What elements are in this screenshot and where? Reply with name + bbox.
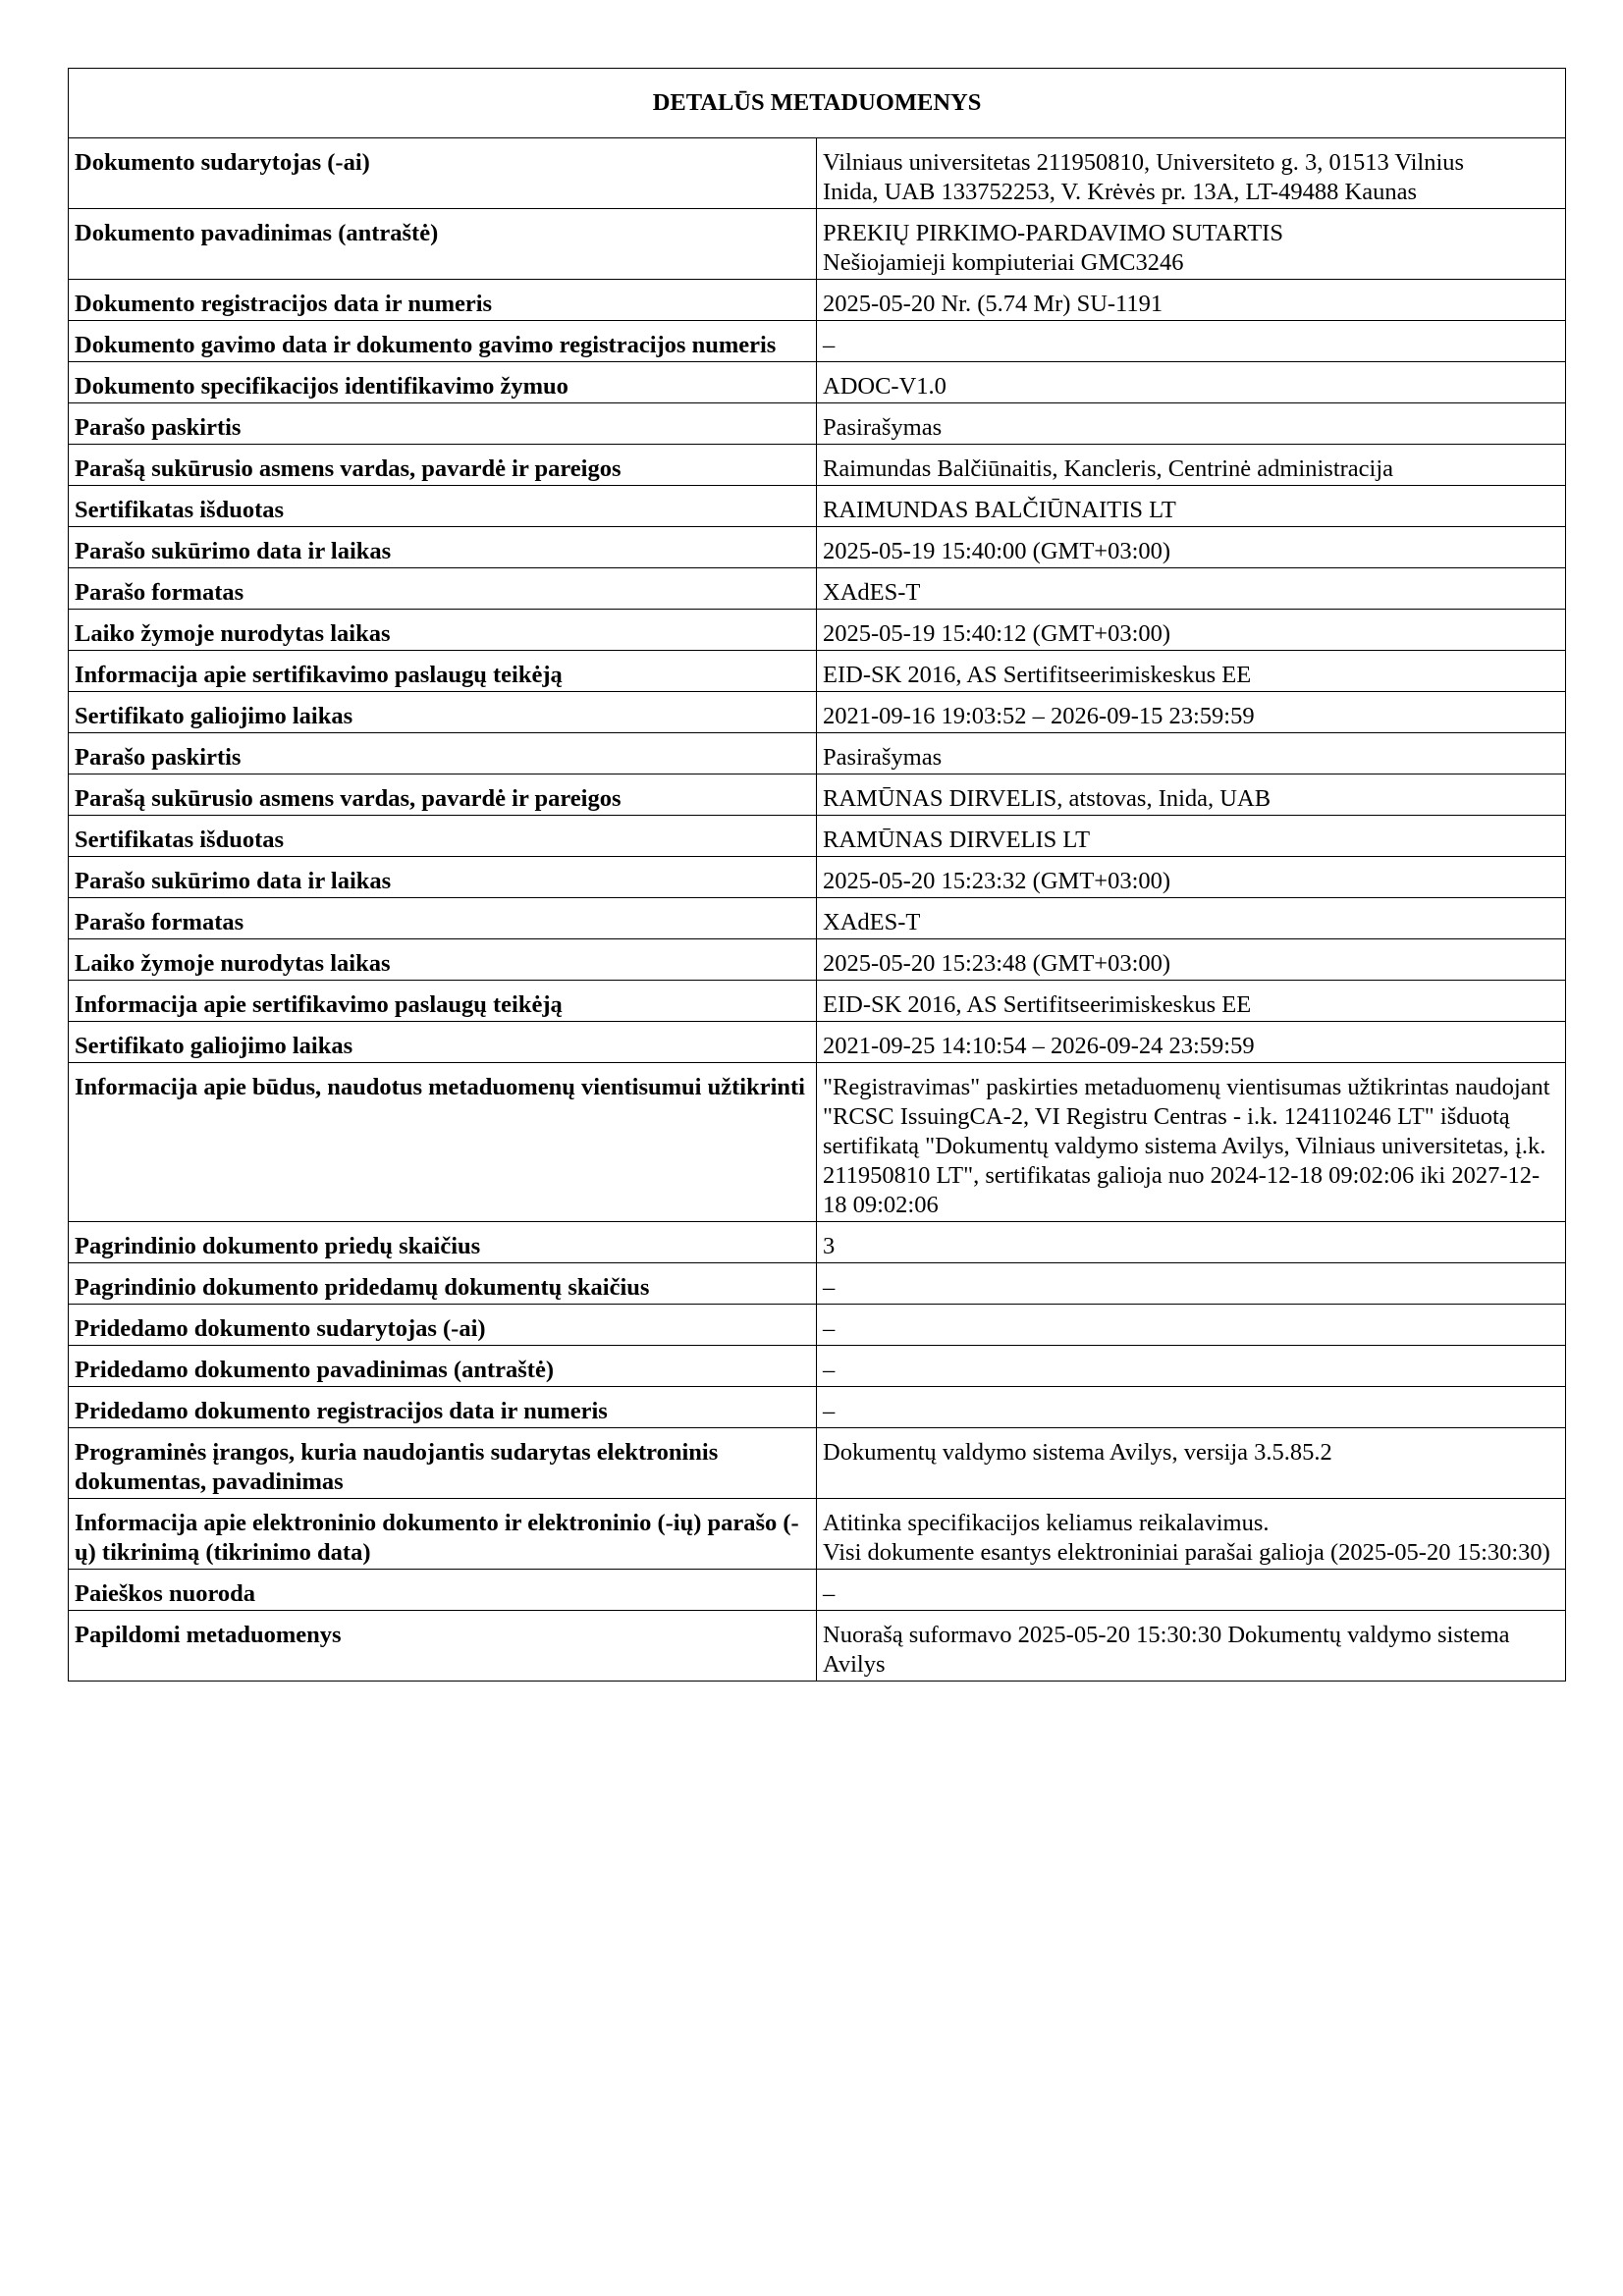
field-label: Programinės įrangos, kuria naudojantis sudarytas elektroninis dokumentas, pavadinimas <box>69 1428 817 1499</box>
table-row <box>69 939 1566 981</box>
field-value-line: Inida, UAB 133752253, V. Krėvės pr. 13A, LT-49488 Kaunas <box>823 179 1417 205</box>
field-label: Laiko žymoje nurodytas laikas <box>69 610 817 651</box>
field-value <box>817 280 1566 321</box>
field-label: Informacija apie būdus, naudotus metaduomenų vientisumui užtikrinti <box>69 1063 817 1222</box>
field-label: Parašo paskirtis <box>69 403 817 445</box>
table-row <box>69 486 1566 527</box>
field-value-line: PREKIŲ PIRKIMO-PARDAVIMO SUTARTIS <box>823 220 1283 246</box>
field-label: Sertifikatas išduotas <box>69 486 817 527</box>
table-row <box>69 1222 1566 1263</box>
field-value-line: RAMŪNAS DIRVELIS, atstovas, Inida, UAB <box>823 785 1271 812</box>
table-row <box>69 651 1566 692</box>
table-row <box>69 1570 1566 1611</box>
field-value-line: Pasirašymas <box>823 414 943 441</box>
field-value-line: Nuorašą suformavo 2025-05-20 15:30:30 Dokumentų valdymo sistema Avilys <box>823 1622 1515 1678</box>
field-value <box>817 1570 1566 1611</box>
table-row <box>69 610 1566 651</box>
table-row <box>69 816 1566 857</box>
table-row <box>69 1346 1566 1387</box>
field-label: Sertifikatas išduotas <box>69 816 817 857</box>
field-value-line: "Registravimas" paskirties metaduomenų vientisumas užtikrintas naudojant "RCSC IssuingCA-2, VI Registru Centras - i.k. 124110246 LT" išduotą sertifikatą "Dokumentų valdymo sistema Avilys, Vilniaus universitetas, į.k. 211950810 LT", sertifikatas galioja nuo 2024-12-18 09:02:06 iki 2027-12-18 09:02:06 <box>823 1074 1556 1218</box>
field-label: Parašo paskirtis <box>69 733 817 774</box>
field-value-line: – <box>823 1274 836 1301</box>
field-value-line: RAIMUNDAS BALČIŪNAITIS LT <box>823 497 1176 523</box>
table-row <box>69 362 1566 403</box>
field-value-line: Nešiojamieji kompiuteriai GMC3246 <box>823 249 1184 276</box>
field-value-line: 2025-05-20 15:23:48 (GMT+03:00) <box>823 950 1171 977</box>
field-value-line: – <box>823 332 836 358</box>
field-label: Dokumento gavimo data ir dokumento gavimo registracijos numeris <box>69 321 817 362</box>
field-label: Parašo formatas <box>69 568 817 610</box>
field-label: Laiko žymoje nurodytas laikas <box>69 939 817 981</box>
field-label: Parašą sukūrusio asmens vardas, pavardė ir pareigos <box>69 445 817 486</box>
field-value <box>817 1263 1566 1305</box>
field-value <box>817 1611 1566 1682</box>
field-value <box>817 1346 1566 1387</box>
field-value-line: 2025-05-20 15:23:32 (GMT+03:00) <box>823 868 1171 894</box>
field-label: Parašo formatas <box>69 898 817 939</box>
field-value <box>817 898 1566 939</box>
field-label: Pagrindinio dokumento pridedamų dokumentų skaičius <box>69 1263 817 1305</box>
table-row <box>69 733 1566 774</box>
metadata-rows <box>69 138 1566 1682</box>
field-label: Parašo sukūrimo data ir laikas <box>69 527 817 568</box>
field-value-line: Vilniaus universitetas 211950810, Universiteto g. 3, 01513 Vilnius <box>823 149 1465 176</box>
field-value <box>817 445 1566 486</box>
table-row <box>69 1611 1566 1682</box>
table-row <box>69 1499 1566 1570</box>
field-label: Parašą sukūrusio asmens vardas, pavardė ir pareigos <box>69 774 817 816</box>
field-label: Pridedamo dokumento sudarytojas (-ai) <box>69 1305 817 1346</box>
field-value <box>817 321 1566 362</box>
field-value <box>817 527 1566 568</box>
field-value-line: Visi dokumente esantys elektroniniai parašai galioja (2025-05-20 15:30:30) <box>823 1539 1550 1566</box>
field-value-line: 2021-09-25 14:10:54 – 2026-09-24 23:59:59 <box>823 1033 1255 1059</box>
field-value-line: – <box>823 1315 836 1342</box>
field-value <box>817 362 1566 403</box>
table-row <box>69 403 1566 445</box>
table-row <box>69 774 1566 816</box>
field-value-line: – <box>823 1357 836 1383</box>
field-value <box>817 816 1566 857</box>
table-row <box>69 321 1566 362</box>
field-label: Informacija apie sertifikavimo paslaugų teikėją <box>69 651 817 692</box>
field-value <box>817 138 1566 209</box>
metadata-page <box>68 68 1565 1682</box>
field-value-line: 2025-05-19 15:40:00 (GMT+03:00) <box>823 538 1171 564</box>
field-value-line: – <box>823 1580 836 1607</box>
field-value-line: Atitinka specifikacijos keliamus reikalavimus. <box>823 1510 1270 1536</box>
field-label: Pridedamo dokumento registracijos data ir numeris <box>69 1387 817 1428</box>
field-value <box>817 568 1566 610</box>
metadata-table <box>68 68 1566 1682</box>
field-value <box>817 1063 1566 1222</box>
table-row <box>69 857 1566 898</box>
field-value-line: 2025-05-19 15:40:12 (GMT+03:00) <box>823 620 1171 647</box>
table-row <box>69 445 1566 486</box>
field-label: Paieškos nuoroda <box>69 1570 817 1611</box>
table-row <box>69 568 1566 610</box>
table-row <box>69 898 1566 939</box>
table-header-row <box>69 69 1566 138</box>
field-value <box>817 209 1566 280</box>
field-value <box>817 1222 1566 1263</box>
field-value <box>817 774 1566 816</box>
table-row <box>69 1387 1566 1428</box>
field-value-line: ADOC-V1.0 <box>823 373 947 400</box>
table-row <box>69 527 1566 568</box>
field-value-line: 3 <box>823 1233 836 1259</box>
field-value-line: Dokumentų valdymo sistema Avilys, versija 3.5.85.2 <box>823 1439 1332 1466</box>
field-value-line: – <box>823 1398 836 1424</box>
field-value <box>817 1428 1566 1499</box>
table-title: DETALŪS METADUOMENYS <box>69 69 1566 138</box>
field-value-line: Raimundas Balčiūnaitis, Kancleris, Centrinė administracija <box>823 455 1394 482</box>
field-value <box>817 1305 1566 1346</box>
field-value <box>817 692 1566 733</box>
table-row <box>69 981 1566 1022</box>
table-row <box>69 1263 1566 1305</box>
field-value <box>817 651 1566 692</box>
field-label: Pridedamo dokumento pavadinimas (antraštė) <box>69 1346 817 1387</box>
field-value-line: XAdES-T <box>823 909 921 935</box>
field-value <box>817 1499 1566 1570</box>
field-label: Dokumento pavadinimas (antraštė) <box>69 209 817 280</box>
table-row <box>69 1305 1566 1346</box>
field-value <box>817 857 1566 898</box>
field-value-line: XAdES-T <box>823 579 921 606</box>
table-row <box>69 692 1566 733</box>
table-row <box>69 1022 1566 1063</box>
field-value <box>817 610 1566 651</box>
field-value-line: EID-SK 2016, AS Sertifitseerimiskeskus EE <box>823 991 1252 1018</box>
table-row <box>69 138 1566 209</box>
field-label: Sertifikato galiojimo laikas <box>69 692 817 733</box>
field-label: Papildomi metaduomenys <box>69 1611 817 1682</box>
field-value-line: 2021-09-16 19:03:52 – 2026-09-15 23:59:59 <box>823 703 1255 729</box>
table-row <box>69 280 1566 321</box>
field-label: Sertifikato galiojimo laikas <box>69 1022 817 1063</box>
field-value <box>817 486 1566 527</box>
field-value <box>817 403 1566 445</box>
field-value <box>817 939 1566 981</box>
field-value <box>817 981 1566 1022</box>
field-value <box>817 1387 1566 1428</box>
field-label: Pagrindinio dokumento priedų skaičius <box>69 1222 817 1263</box>
table-row <box>69 1063 1566 1222</box>
table-row <box>69 209 1566 280</box>
field-label: Informacija apie elektroninio dokumento ir elektroninio (-ių) parašo (-ų) tikrinimą (tikrinimo data) <box>69 1499 817 1570</box>
field-label: Dokumento specifikacijos identifikavimo žymuo <box>69 362 817 403</box>
field-value <box>817 733 1566 774</box>
field-label: Dokumento sudarytojas (-ai) <box>69 138 817 209</box>
field-value-line: EID-SK 2016, AS Sertifitseerimiskeskus EE <box>823 662 1252 688</box>
field-value <box>817 1022 1566 1063</box>
field-value-line: RAMŪNAS DIRVELIS LT <box>823 827 1091 853</box>
field-label: Parašo sukūrimo data ir laikas <box>69 857 817 898</box>
table-row <box>69 1428 1566 1499</box>
field-value-line: 2025-05-20 Nr. (5.74 Mr) SU-1191 <box>823 291 1163 317</box>
field-label: Dokumento registracijos data ir numeris <box>69 280 817 321</box>
field-label: Informacija apie sertifikavimo paslaugų teikėją <box>69 981 817 1022</box>
field-value-line: Pasirašymas <box>823 744 943 771</box>
